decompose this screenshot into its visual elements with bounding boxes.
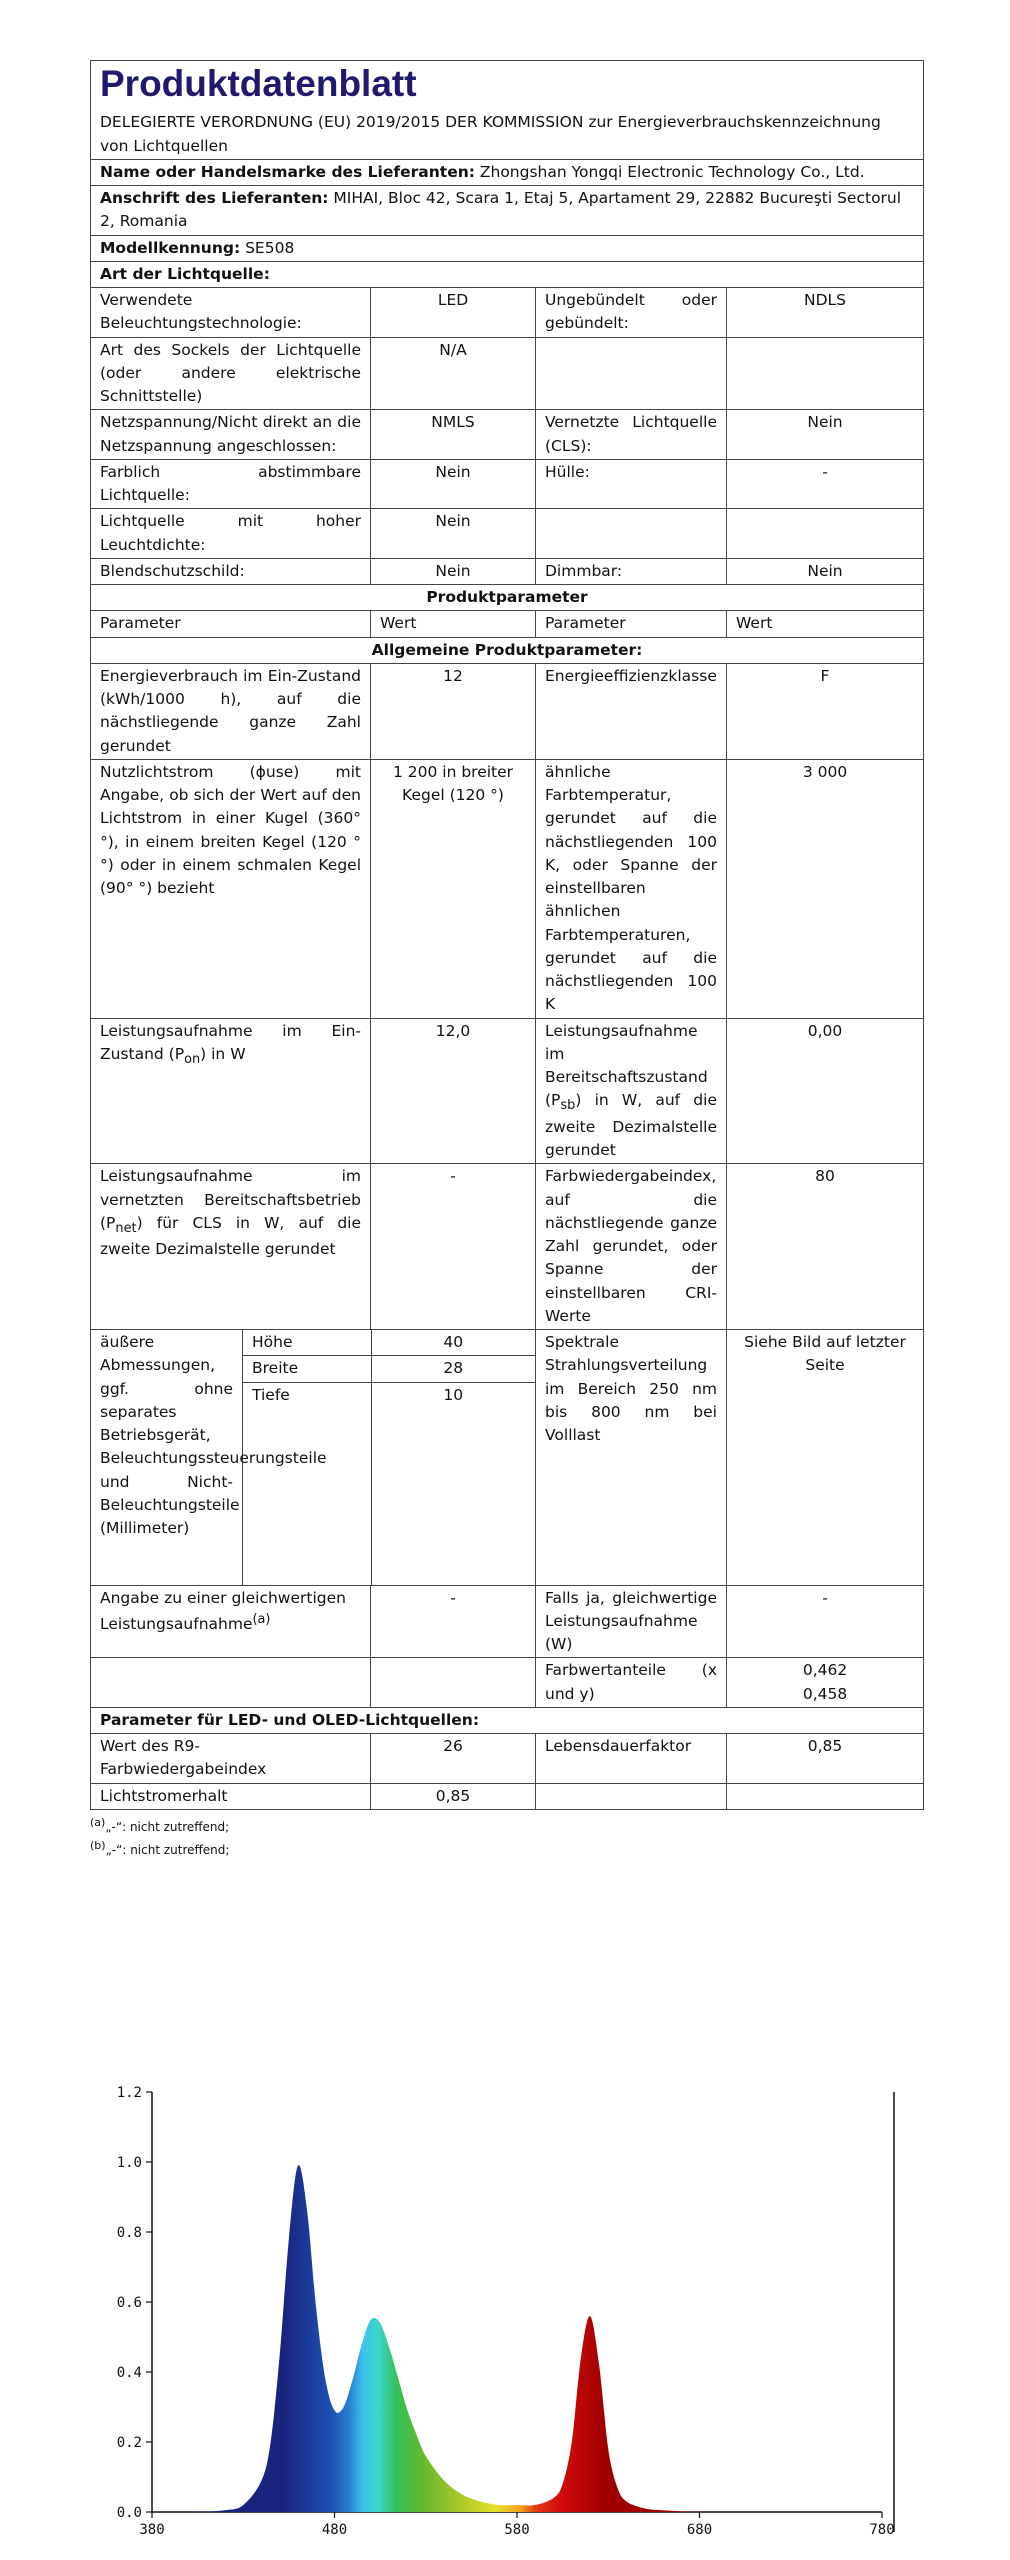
r9-row	[91, 1734, 924, 1784]
type-value-2: Nein	[727, 410, 924, 460]
footnote	[90, 1837, 923, 1860]
type-row	[91, 410, 924, 460]
type-value-2: NDLS	[727, 288, 924, 338]
dimensions-label: äußere Abmessungen, ggf. ohne separates Betriebsgerät, Beleuchtungssteuerungsteile und Nicht-Beleuchtungsteile (Millimeter)	[91, 1330, 243, 1586]
page-title: Produktdatenblatt	[100, 63, 417, 104]
cct-value: 3 000	[727, 759, 924, 1018]
psb-label-b: ) in W, auf die zweite Dezimalstelle gerundet	[545, 1091, 717, 1160]
supplier-address-label: Anschrift des Lieferanten:	[100, 189, 329, 208]
eff-class-label: Energieeffizienzklasse	[536, 663, 727, 759]
type-value-1: N/A	[371, 337, 536, 410]
model-label: Modellkennung:	[100, 238, 241, 257]
type-value-1: Nein	[371, 459, 536, 509]
footnote	[90, 1814, 923, 1837]
type-value-2	[727, 509, 924, 559]
x-tick-label: 480	[321, 2522, 348, 2538]
model-cell	[91, 235, 924, 261]
supplier-address-cell	[91, 186, 924, 236]
spectrum-chart	[90, 2080, 930, 2540]
footnote-text: „-“: nicht zutreffend;	[105, 1819, 230, 1834]
type-row	[91, 288, 924, 338]
led-heading: Parameter für LED- und OLED-Lichtquellen:	[91, 1707, 924, 1733]
type-value-1: Nein	[371, 509, 536, 559]
model-row	[91, 235, 924, 261]
pon-label-b: ) in W	[200, 1044, 246, 1063]
spectrum-chart-svg	[90, 2080, 930, 2540]
pnet-label-b: ) für CLS in W, auf die zweite Dezimalstelle gerundet	[100, 1213, 361, 1259]
pnet-label	[91, 1164, 371, 1330]
type-label-1: Lichtquelle mit hoher Leuchtdichte:	[91, 509, 371, 559]
datasheet-table	[90, 60, 924, 1810]
supplier-address-value: MIHAI, Bloc 42, Scara 1, Etaj 5, Apartament 29, 22882 Bucureşti Sectorul 2, Romania	[100, 189, 902, 231]
equiv-w-value: -	[727, 1585, 924, 1658]
spd-label: Spektrale Strahlungsverteilung im Bereich 250 nm bis 800 nm bei Volllast	[536, 1330, 727, 1586]
pon-sub: on	[184, 1051, 201, 1067]
type-heading: Art der Lichtquelle:	[91, 261, 924, 287]
type-label-2: Dimmbar:	[536, 558, 727, 584]
dimension-row	[243, 1356, 535, 1382]
x-tick-label: 380	[139, 2522, 165, 2538]
x-tick-label: 680	[686, 2522, 713, 2538]
pon-value: 12,0	[371, 1018, 536, 1164]
type-label-2	[536, 509, 727, 559]
equiv-w-label: Falls ja, gleichwertige Leistungsaufnahme (W)	[536, 1585, 727, 1658]
supplier-name-cell	[91, 159, 924, 185]
type-heading-row	[91, 261, 924, 287]
supplier-name-row	[91, 159, 924, 185]
lifetime-value: 0,85	[727, 1734, 924, 1784]
cct-label: ähnliche Farbtemperatur, gerundet auf die nächstliegenden 100 K, oder Spanne der einstellbaren ähnlichen Farbtemperaturen, gerundet auf die nächstliegenden 100 K	[536, 759, 727, 1018]
equiv-label	[91, 1585, 371, 1658]
psb-label	[536, 1018, 727, 1164]
params-heading: Produktparameter	[91, 585, 924, 611]
type-row	[91, 558, 924, 584]
y-tick-label: 0.8	[116, 2225, 142, 2241]
type-label-1: Verwendete Beleuchtungstechnologie:	[91, 288, 371, 338]
general-heading-row	[91, 637, 924, 663]
dimension-row	[243, 1330, 535, 1356]
type-label-1: Farblich abstimmbare Lichtquelle:	[91, 459, 371, 509]
header-row	[91, 61, 924, 160]
flux-value: 1 200 in breiter Kegel (120 °)	[371, 759, 536, 1018]
y-tick-label: 0.0	[116, 2505, 142, 2521]
equiv-row	[91, 1585, 924, 1658]
pnet-value: -	[371, 1164, 536, 1330]
spd-value: Siehe Bild auf letzter Seite	[727, 1330, 924, 1586]
dimension-value: 10	[443, 1385, 464, 1404]
flux-label: Nutzlichtstrom (ɸuse) mit Angabe, ob sich der Wert auf den Lichtstrom in einer Kugel (360° °), in einem breiten Kegel (120 °°) oder in einem schmalen Kegel (90° °) bezieht	[91, 759, 371, 1018]
dimension-name: Höhe	[243, 1330, 371, 1356]
title-cell	[91, 61, 924, 160]
empty-cell	[727, 1783, 924, 1809]
chroma-value	[727, 1658, 924, 1708]
params-heading-row	[91, 585, 924, 611]
pnet-sub: net	[115, 1220, 137, 1236]
energy-row	[91, 663, 924, 759]
footnote-text: „-“: nicht zutreffend;	[105, 1843, 230, 1858]
x-tick-label: 580	[504, 2522, 530, 2538]
dimension-value: 28	[371, 1356, 535, 1382]
supplier-name-value: Zhongshan Yongqi Electronic Technology Co., Ltd.	[479, 162, 865, 181]
led-heading-row	[91, 1707, 924, 1733]
supplier-name-label: Name oder Handelsmarke des Lieferanten:	[100, 162, 475, 181]
pon-label-a: Leistungsaufnahme im Ein-Zustand (P	[100, 1021, 361, 1063]
empty-cell	[536, 1783, 727, 1809]
chroma-row	[91, 1658, 924, 1708]
type-value-1: LED	[371, 288, 536, 338]
dimension-name: Tiefe	[243, 1382, 371, 1585]
psb-label-a: Leistungsaufnahme im Bereitschaftszustand (P	[545, 1021, 708, 1110]
energy-value: 12	[371, 663, 536, 759]
type-label-1: Netzspannung/Nicht direkt an die Netzspannung angeschlossen:	[91, 410, 371, 460]
type-label-1: Blendschutzschild:	[91, 558, 371, 584]
dimension-value: 40	[371, 1330, 535, 1356]
type-value-1: Nein	[371, 558, 536, 584]
type-value-2: -	[727, 459, 924, 509]
y-tick-label: 0.2	[116, 2435, 142, 2451]
type-label-2: Vernetzte Lichtquelle (CLS):	[536, 410, 727, 460]
equiv-footnote-mark: (a)	[252, 1611, 271, 1627]
pnet-label-a: Leistungsaufnahme im vernetzten Bereitschaftsbetrieb (P	[100, 1167, 361, 1232]
maintenance-value: 0,85	[371, 1783, 536, 1809]
type-label-2: Ungebündelt oder gebündelt:	[536, 288, 727, 338]
empty-cell	[371, 1658, 536, 1708]
type-label-2: Hülle:	[536, 459, 727, 509]
y-tick-label: 0.6	[116, 2295, 142, 2311]
footnote-mark: (a)	[90, 1815, 106, 1829]
col-header-value: Wert	[727, 611, 924, 637]
r9-value: 26	[371, 1734, 536, 1784]
cri-value: 80	[727, 1164, 924, 1330]
regulation-subtitle: DELEGIERTE VERORDNUNG (EU) 2019/2015 DER KOMMISSION zur Energieverbrauchskennzeichnung von Lichtquellen	[100, 113, 881, 155]
equiv-label-text: Angabe zu einer gleichwertigen Leistungsaufnahme	[100, 1588, 346, 1634]
pnet-row	[91, 1164, 924, 1330]
type-value-2: Nein	[727, 558, 924, 584]
r9-label: Wert des R9-Farbwiedergabeindex	[91, 1734, 371, 1784]
supplier-address-row	[91, 186, 924, 236]
model-value: SE508	[245, 238, 295, 257]
type-label-2	[536, 337, 727, 410]
col-header-param: Parameter	[91, 611, 371, 637]
lifetime-label: Lebensdauerfaktor	[536, 1734, 727, 1784]
maintenance-label: Lichtstromerhalt	[91, 1783, 371, 1809]
eff-class-value: F	[727, 663, 924, 759]
chroma-label: Farbwertanteile (x und y)	[536, 1658, 727, 1708]
footnotes	[90, 1814, 923, 1861]
maintenance-row	[91, 1783, 924, 1809]
type-row	[91, 337, 924, 410]
x-tick-label: 780	[869, 2522, 895, 2538]
chroma-y: 0,458	[802, 1684, 848, 1703]
energy-label: Energieverbrauch im Ein-Zustand (kWh/1000 h), auf die nächstliegende ganze Zahl gerundet	[91, 663, 371, 759]
type-row	[91, 509, 924, 559]
col-header-value: Wert	[371, 611, 536, 637]
params-columns-row	[91, 611, 924, 637]
cri-label: Farbwiedergabeindex, auf die nächstliegende ganze Zahl gerundet, oder Spanne der einstellbaren CRI-Werte	[536, 1164, 727, 1330]
flux-row	[91, 759, 924, 1018]
type-value-1: NMLS	[371, 410, 536, 460]
pon-label	[91, 1018, 371, 1164]
power-row	[91, 1018, 924, 1164]
type-label-1: Art des Sockels der Lichtquelle (oder andere elektrische Schnittstelle)	[91, 337, 371, 410]
psb-value: 0,00	[727, 1018, 924, 1164]
product-datasheet	[90, 60, 923, 1861]
y-tick-label: 0.4	[116, 2365, 142, 2381]
plot-layer	[117, 2085, 895, 2538]
y-tick-label: 1.2	[116, 2085, 142, 2101]
general-heading: Allgemeine Produktparameter:	[91, 637, 924, 663]
dimension-name: Breite	[243, 1356, 371, 1382]
y-tick-label: 1.0	[116, 2155, 142, 2171]
equiv-value: -	[371, 1585, 536, 1658]
dimensions-row	[91, 1330, 924, 1586]
type-value-2	[727, 337, 924, 410]
footnote-mark: (b)	[90, 1839, 106, 1853]
type-row	[91, 459, 924, 509]
empty-cell	[91, 1658, 371, 1708]
chroma-x: 0,462	[802, 1661, 848, 1680]
psb-sub: sb	[560, 1098, 576, 1114]
spectrum-area	[152, 2165, 882, 2512]
dimension-row	[243, 1382, 535, 1585]
col-header-param: Parameter	[536, 611, 727, 637]
